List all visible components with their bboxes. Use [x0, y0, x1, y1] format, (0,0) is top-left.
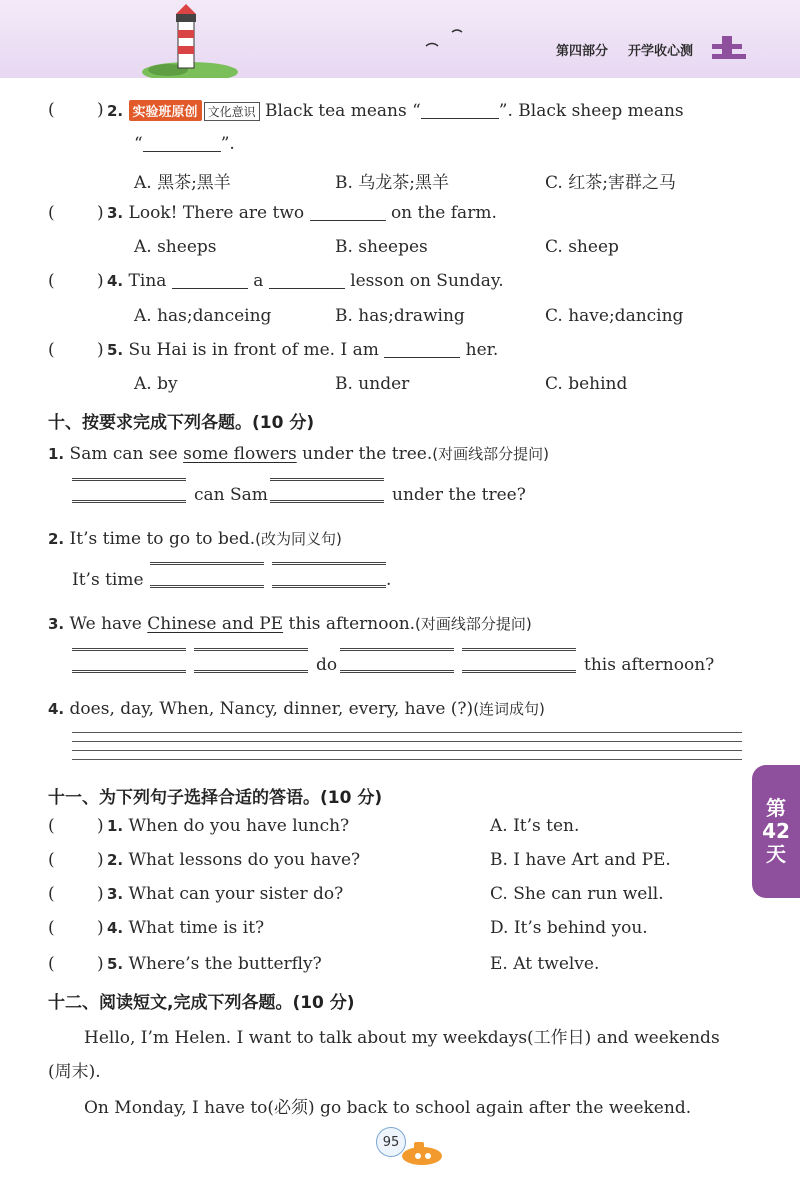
s11-answer-e: E. At twelve.: [490, 954, 600, 974]
header-title: 开学收心测: [628, 44, 694, 59]
day-tab: [752, 765, 800, 898]
s11-answer-c: C. She can run well.: [490, 884, 664, 904]
answer-line[interactable]: [272, 562, 386, 565]
header-part: 第四部分: [556, 44, 609, 59]
writing-line[interactable]: [72, 732, 742, 733]
question-text: What lessons do you have?: [128, 850, 361, 870]
question-2-line2: [134, 134, 235, 154]
question-4: [107, 271, 504, 291]
question-text: does, day, When, Nancy, dinner, every, have (?): [69, 699, 474, 719]
answer-blank[interactable]: [421, 102, 499, 119]
day-tab-suffix: 天: [766, 842, 786, 866]
answer-paren-open[interactable]: (: [48, 816, 55, 836]
quote-open: “: [134, 134, 143, 154]
page-number: 95: [376, 1127, 406, 1157]
answer-paren-close: ): [97, 918, 104, 938]
question-number: 3.: [48, 615, 65, 633]
option-b[interactable]: B. has;drawing: [335, 306, 465, 326]
lighthouse-illustration: [0, 0, 800, 78]
answer-paren-close: ): [97, 340, 104, 360]
answer-line[interactable]: [340, 648, 454, 651]
answer-paren-close: ): [97, 816, 104, 836]
answer-line[interactable]: [150, 562, 264, 565]
answer-paren-open[interactable]: (: [48, 203, 55, 223]
answer-paren-close: ): [97, 203, 104, 223]
instruction-hint: (对画线部分提问): [432, 445, 549, 463]
question-number: 2.: [107, 102, 124, 120]
question-number: 5.: [107, 955, 124, 973]
underlined-phrase: Chinese and PE: [147, 614, 284, 634]
answer-line[interactable]: [340, 670, 454, 673]
question-number: 4.: [107, 272, 124, 290]
answer-paren-open[interactable]: (: [48, 954, 55, 974]
answer-line[interactable]: [462, 670, 576, 673]
answer-line[interactable]: [150, 585, 264, 588]
option-a[interactable]: A. by: [134, 374, 178, 394]
answer-line[interactable]: [72, 648, 186, 651]
question-number: 1.: [48, 445, 65, 463]
s11-answer-b: B. I have Art and PE.: [490, 850, 671, 870]
question-3: [107, 203, 497, 223]
s10-question-4: [48, 698, 545, 719]
answer-paren-open[interactable]: (: [48, 271, 55, 291]
question-stem: lesson on Sunday.: [350, 271, 504, 291]
header-banner: [0, 0, 800, 78]
s10-q3-end: this afternoon?: [584, 655, 715, 675]
question-text: under the tree.: [302, 444, 433, 464]
original-tag: 实验班原创: [129, 100, 202, 121]
instruction-hint: (对画线部分提问): [415, 615, 532, 633]
option-a[interactable]: A. 黑茶;黑羊: [134, 173, 231, 193]
day-tab-number: 42: [762, 819, 790, 843]
s10-q2-end: .: [386, 570, 392, 590]
answer-blank[interactable]: [269, 272, 345, 289]
option-c[interactable]: C. sheep: [545, 237, 619, 257]
answer-paren-close: ): [97, 271, 104, 291]
option-b[interactable]: B. 乌龙茶;黑羊: [335, 173, 450, 193]
question-text: Where’s the butterfly?: [128, 954, 322, 974]
answer-paren-open[interactable]: (: [48, 340, 55, 360]
answer-paren-open[interactable]: (: [48, 918, 55, 938]
answer-paren-close: ): [97, 100, 104, 120]
question-text: We have: [69, 614, 142, 634]
question-number: 3.: [107, 885, 124, 903]
option-a[interactable]: A. sheeps: [134, 237, 217, 257]
answer-paren-close: ): [97, 850, 104, 870]
question-stem: Look! There are two: [128, 203, 305, 223]
question-stem: her.: [465, 340, 499, 360]
question-text: When do you have lunch?: [128, 816, 350, 836]
answer-line[interactable]: [270, 478, 384, 481]
s11-answer-a: A. It’s ten.: [490, 816, 580, 836]
question-stem: Tina: [128, 271, 167, 291]
answer-paren-open[interactable]: (: [48, 850, 55, 870]
question-text: What can your sister do?: [128, 884, 344, 904]
question-number: 2.: [107, 851, 124, 869]
s11-question-5: [107, 954, 322, 974]
question-number: 4.: [48, 700, 65, 718]
question-text: It’s time to go to bed.: [69, 529, 256, 549]
s11-question-1: [107, 816, 349, 836]
option-c[interactable]: C. 红茶;害群之马: [545, 173, 676, 193]
passage-line-3: On Monday, I have to(必须) go back to school again after the weekend.: [84, 1098, 692, 1118]
answer-blank[interactable]: [143, 135, 221, 152]
question-stem: on the farm.: [390, 203, 497, 223]
question-number: 4.: [107, 919, 124, 937]
answer-line[interactable]: [194, 648, 308, 651]
question-2: [107, 100, 684, 121]
s11-question-4: [107, 918, 264, 938]
question-text: Sam can see: [69, 444, 178, 464]
question-5: [107, 340, 498, 360]
answer-paren-open[interactable]: (: [48, 100, 55, 120]
answer-line[interactable]: [72, 670, 186, 673]
question-number: 5.: [107, 341, 124, 359]
writing-line[interactable]: [72, 759, 742, 760]
answer-line[interactable]: [272, 585, 386, 588]
question-stem: Su Hai is in front of me. I am: [128, 340, 379, 360]
question-number: 1.: [107, 817, 124, 835]
answer-blank[interactable]: [384, 341, 460, 358]
writing-line[interactable]: [72, 750, 742, 751]
answer-blank[interactable]: [310, 204, 386, 221]
option-a[interactable]: A. has;danceing: [134, 306, 272, 326]
s10-q1-end: under the tree?: [392, 485, 526, 505]
writing-line[interactable]: [72, 741, 742, 742]
question-stem: Black tea means “: [264, 101, 421, 121]
s11-answer-d: D. It’s behind you.: [490, 918, 648, 938]
passage-line-1: Hello, I’m Helen. I want to talk about my weekdays(工作日) and weekends: [84, 1028, 720, 1048]
question-number: 3.: [107, 204, 124, 222]
answer-blank[interactable]: [172, 272, 248, 289]
option-c[interactable]: C. behind: [545, 374, 628, 394]
section-10-title: 十、按要求完成下列各题。(10 分): [48, 413, 315, 433]
question-text: this afternoon.: [288, 614, 416, 634]
s10-q3-mid: do: [316, 655, 338, 675]
s11-question-3: [107, 884, 343, 904]
instruction-hint: (连词成句): [473, 700, 545, 718]
day-tab-prefix: 第: [766, 796, 786, 820]
answer-paren-open[interactable]: (: [48, 884, 55, 904]
section-12-title: 十二、阅读短文,完成下列各题。(10 分): [48, 993, 355, 1013]
section-11-title: 十一、为下列句子选择合适的答语。(10 分): [48, 788, 383, 808]
s10-q1-mid: can Sam: [194, 485, 268, 505]
option-b[interactable]: B. sheepes: [335, 237, 428, 257]
answer-paren-close: ): [97, 954, 104, 974]
answer-paren-close: ): [97, 884, 104, 904]
s10-question-1: [48, 443, 549, 464]
answer-line[interactable]: [194, 670, 308, 673]
instruction-hint: (改为同义句): [255, 530, 342, 548]
answer-line[interactable]: [462, 648, 576, 651]
passage-line-2: (周末).: [48, 1062, 101, 1082]
answer-line[interactable]: [72, 478, 186, 481]
quote-close: ”.: [220, 134, 235, 154]
answer-line[interactable]: [72, 500, 186, 503]
s10-question-2: [48, 528, 342, 549]
question-stem: ”. Black sheep means: [498, 101, 684, 121]
s10-question-3: [48, 613, 532, 634]
option-c[interactable]: C. have;dancing: [545, 306, 684, 326]
submarine-icon: [398, 1138, 446, 1168]
question-text: What time is it?: [128, 918, 265, 938]
option-b[interactable]: B. under: [335, 374, 410, 394]
s11-question-2: [107, 850, 360, 870]
answer-line[interactable]: [270, 500, 384, 503]
underlined-phrase: some flowers: [183, 444, 297, 464]
culture-tag: 文化意识: [204, 102, 260, 121]
s10-q2-start: It’s time: [72, 570, 144, 590]
question-stem: a: [253, 271, 264, 291]
question-number: 2.: [48, 530, 65, 548]
